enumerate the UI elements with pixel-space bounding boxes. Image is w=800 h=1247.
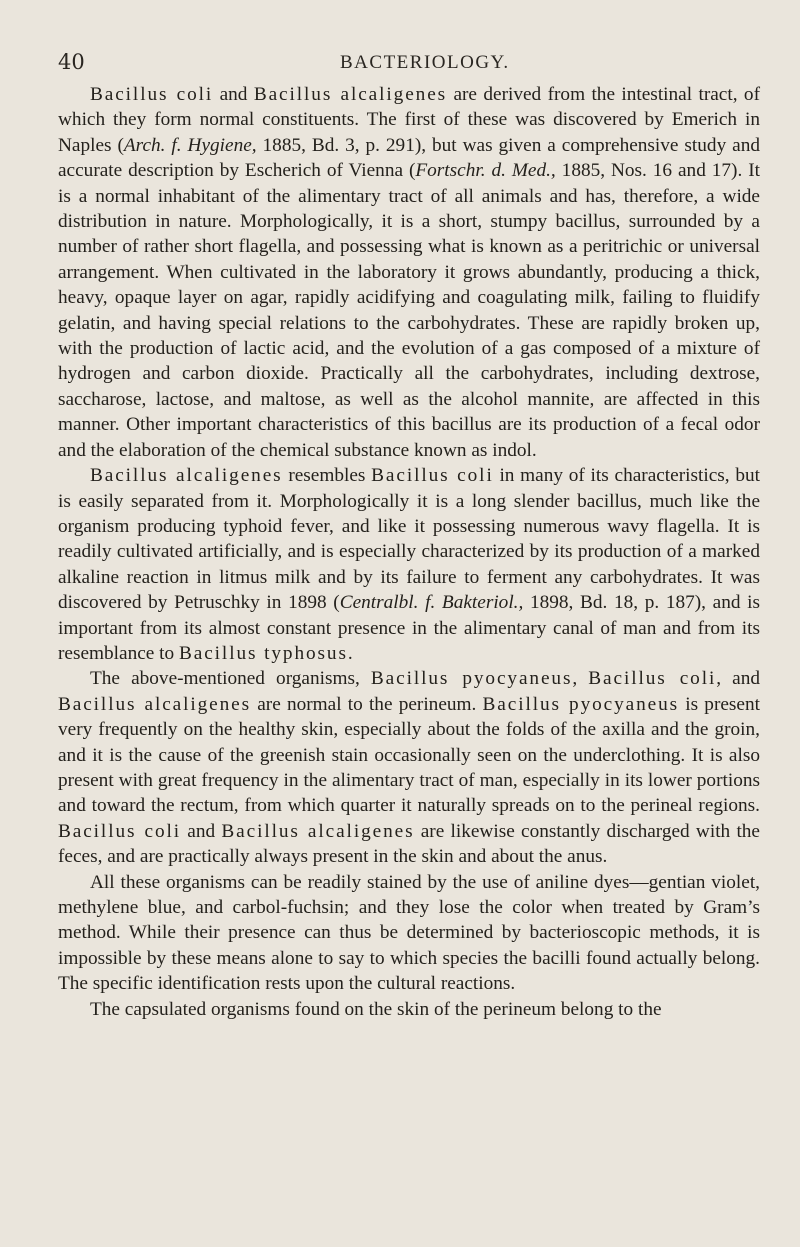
paragraph-4 bbox=[58, 870, 760, 997]
text-run: are likewise constantly discharged with the feces, and are practically always present in the skin and about the anus. bbox=[58, 820, 760, 868]
text-run: and bbox=[213, 84, 254, 105]
paragraph-2 bbox=[58, 463, 760, 666]
text-run: 1898, Bd. 18, p. 187), and is important from its almost constant presence in the alimentary canal of man and from its resemblance to bbox=[58, 592, 760, 664]
text-run: in many of its characteristics, but is easily separated from it. Morphologically it is a long slender bacillus, much like the organism producing typhoid fever, and like it possessing numerous wavy flagella. It is readily cultivated artificially, and is especially characterized by its production of a marked alkaline reaction in litmus milk and by its failure to ferment any carbohydrates. It was discovered by Petruschky in 1898 ( bbox=[58, 465, 760, 614]
species-name: Bacillus coli bbox=[58, 820, 182, 842]
body-text bbox=[58, 82, 760, 1022]
species-name: Bacillus alcaligenes bbox=[221, 820, 415, 842]
text-run: 1885, Bd. 3, p. 291), but was given a comprehensive study and accurate description by Escherich of Vienna ( bbox=[58, 134, 760, 182]
text-run: and bbox=[181, 820, 222, 842]
species-name: Bacillus coli bbox=[90, 84, 214, 105]
text-run: 1885, Nos. 16 and 17). It is a normal inhabitant of the alimentary tract of all animals and has, therefore, a wide distribution in nature. Morphologically, it is a short, stumpy bacillus, surrounded by a number of rather short flagella, and possessing what is known as a peritrichic or universal arrangement. When cultivated in the laboratory it grows abundantly, producing a thick, heavy, opaque layer on agar, rapidly acidifying and coagulating milk, failing to fluidify gelatin, and having special relations to the carbohydrates. These are rapidly broken up, with the production of lactic acid, and the evolution of a gas composed of a mixture of hydrogen and carbon dioxide. Practically all the carbohydrates, including dextrose, saccharose, lactose, and maltose, as well as the alcohol mannite, are affected in this manner. Other important characteristics of this bacillus are its production of a fecal odor and the elaboration of the chemical substance known as indol. bbox=[58, 160, 760, 461]
citation: Centralbl. f. Bakteriol., bbox=[339, 592, 524, 614]
paragraph-1 bbox=[58, 82, 760, 463]
text-run: , and bbox=[716, 668, 760, 690]
species-name: Bacillus typhosus bbox=[179, 642, 348, 664]
paragraph-5 bbox=[58, 997, 760, 1022]
running-title: BACTERIOLOGY. bbox=[340, 52, 510, 73]
text-run: , bbox=[572, 668, 589, 690]
text-run: resembles bbox=[282, 465, 372, 487]
species-name: Bacillus alcaligenes bbox=[58, 693, 252, 715]
text-run: are derived from the intestinal tract, of which they form normal constituents. The first of these was discovered by Emerich in Naples ( bbox=[58, 84, 760, 156]
text-run: The above-mentioned organisms, bbox=[90, 668, 371, 690]
species-name: Bacillus coli bbox=[371, 465, 494, 487]
citation: Arch. f. Hygiene, bbox=[123, 134, 257, 156]
species-name: Bacillus pyocyaneus bbox=[482, 693, 680, 715]
citation: Fortschr. d. Med., bbox=[415, 160, 556, 182]
species-name: Bacillus pyocyaneus bbox=[370, 668, 573, 690]
text-run: The capsulated organisms found on the skin of the perineum belong to the bbox=[90, 998, 662, 1020]
species-name: Bacillus alcaligenes bbox=[253, 84, 448, 105]
page-header bbox=[58, 50, 760, 80]
page-number: 40 bbox=[58, 50, 85, 74]
text-run: is present very frequently on the healthy skin, especially about the folds of the axilla and the groin, and it is the cause of the greenish stain occasionally seen on the underclothing. It is also present with great frequency in the alimentary tract of man, especially in its lower portions and toward the rectum, from which quarter it naturally spreads on to the perineal regions. bbox=[58, 693, 760, 817]
text-run: are normal to the perineum. bbox=[251, 693, 483, 715]
text-run: . bbox=[347, 642, 353, 664]
text-run: All these organisms can be readily stained by the use of aniline dyes—gentian violet, methylene blue, and carbol-fuchsin; and they lose the color when treated by Gram’s method. While their presence can thus be determined by bacterioscopic methods, it is impossible by these means alone to say to which species the bacilli found actually belong. The specific identification rests upon the cultural reactions. bbox=[58, 871, 760, 995]
paragraph-3 bbox=[58, 666, 760, 869]
species-name: Bacillus alcaligenes bbox=[90, 465, 283, 487]
species-name: Bacillus coli bbox=[588, 668, 717, 690]
